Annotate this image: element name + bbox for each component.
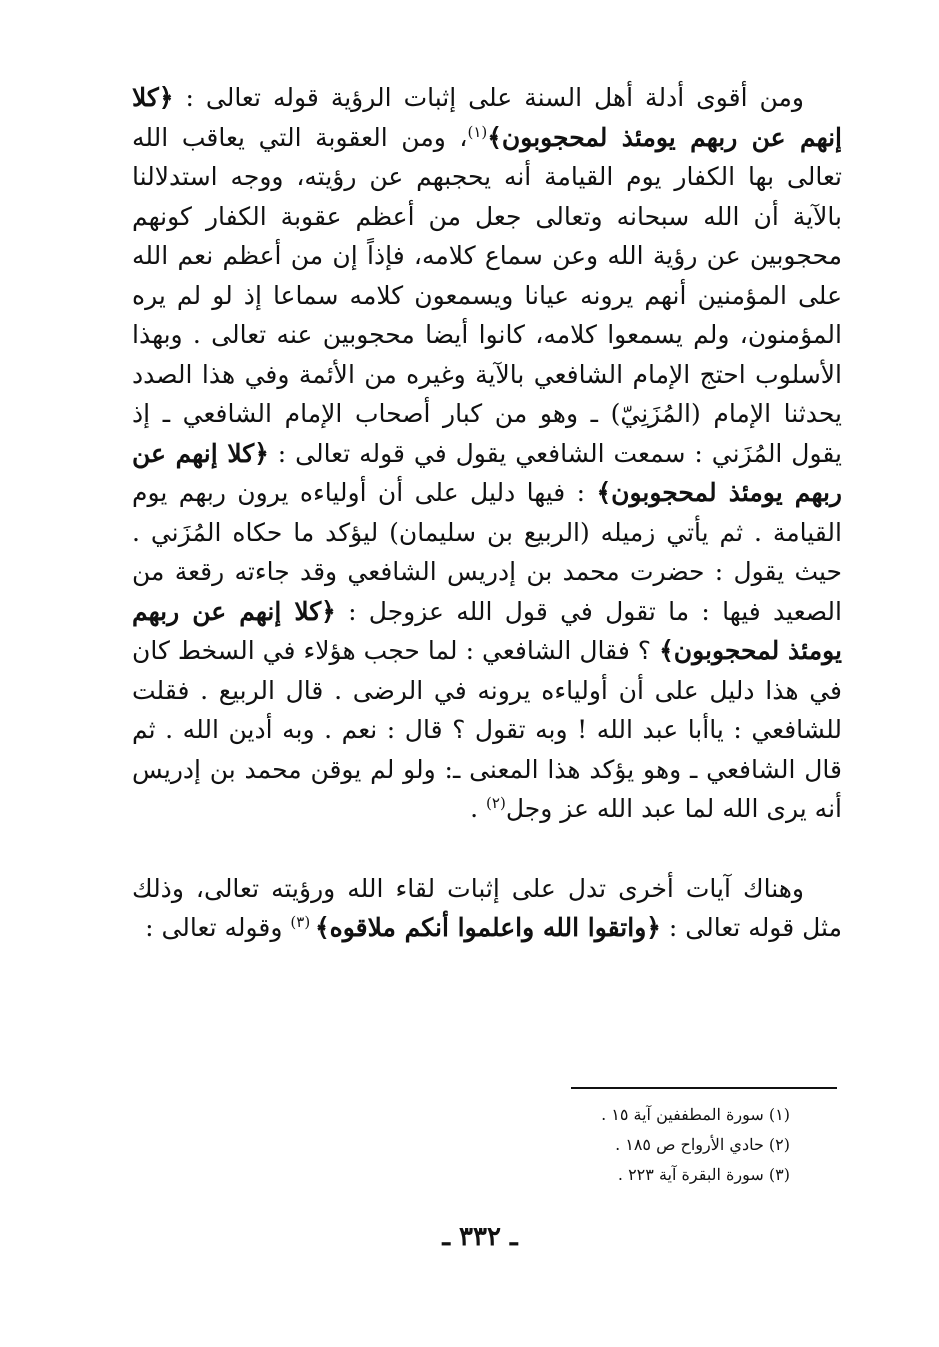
footnote-marker: (٣) xyxy=(290,913,315,931)
text-segment: ومن أقوى أدلة أهل السنة على إثبات الرؤية قوله تعالى : xyxy=(173,83,804,112)
quran-quote: ﴿كلا إنهم عن ربهم يومئذ لمحجوبون﴾ xyxy=(132,83,843,152)
page-number: ـ ٣٣٢ ـ xyxy=(442,1222,518,1252)
paragraph-1 xyxy=(132,78,842,829)
text-segment: : فيها دليل على أن أولياءه يرون ربهم يوم القيامة . ثم يأتي زميله (الربيع بن سليمان) ليؤكد ما حكاه المُزَني . حيث يقول : حضرت محمد بن إدريس الشافعي وقد جاءته رقعة من الصعيد فيها : ما تقول في قول الله عزوجل : xyxy=(132,478,842,626)
quran-quote: ﴿كلا إنهم عن ربهم يومئذ لمحجوبون﴾ xyxy=(132,438,842,507)
text-segment: ، ومن العقوبة التي يعاقب الله تعالى بها الكفار يوم القيامة أنه يحجبهم عن رؤيته، ووجه استدلالنا بالآية أن الله سبحانه وتعالى جعل من أعظم عقوبة الكفار كونهم محجوبين عن رؤية الله وعن سماع كلامه، فإذاً إن من أعظم نعم الله على المؤمنين أنهم يرونه عيانا ويسمعون كلامه سماعا إذ لو لم يره المؤمنون، ولم يسمعوا كلامه، كانوا أيضا محجوبين عنه تعالى . وبهذا الأسلوب احتج الإمام الشافعي بالآية وغيره من الأئمة وفي هذا الصدد يحدثنا الإمام (المُزَنِيّ) ـ وهو من كبار أصحاب الإمام الشافعي ـ إذ يقول المُزَني : سمعت الشافعي يقول في قوله تعالى : xyxy=(132,122,842,468)
text-segment: ؟ فقال الشافعي : لما حجب هؤلاء في السخط كان في هذا دليل على أن أولياءه يرونه في الرضى . قال الربيع . فقلت للشافعي : ياأبا عبد الله ! وبه تقول ؟ قال : نعم . وبه أدين الله . ثم قال الشافعي ـ وهو يؤكد هذا المعنى ـ: ولو لم يوقن محمد بن إدريس أنه يرى الله لما عبد الله عز وجل xyxy=(132,636,842,823)
footnote-marker: (٢) xyxy=(486,794,506,812)
footnote-1: (١) سورة المطففين آية ١٥ . xyxy=(601,1105,790,1124)
footnote-2: (٢) حادي الأرواح ص ١٨٥ . xyxy=(615,1135,790,1154)
paragraph-2 xyxy=(132,869,842,948)
quran-quote: ﴿كلا إنهم عن ربهم يومئذ لمحجوبون﴾ xyxy=(132,596,842,665)
footnotes xyxy=(560,1100,790,1190)
text-segment: وهناك آيات أخرى تدل على إثبات لقاء الله ورؤيته تعالى، وذلك مثل قوله تعالى : xyxy=(132,873,842,942)
body-text xyxy=(132,78,842,948)
text-segment: . xyxy=(470,794,487,823)
footnote-marker: (١) xyxy=(467,122,488,141)
footnote-3: (٣) سورة البقرة آية ٢٢٣ . xyxy=(617,1165,790,1184)
text-segment: وقوله تعالى : xyxy=(145,913,291,942)
footnote-separator xyxy=(571,1087,837,1089)
quran-quote: ﴿واتقوا الله واعلموا أنكم ملاقوه﴾ xyxy=(314,913,661,942)
